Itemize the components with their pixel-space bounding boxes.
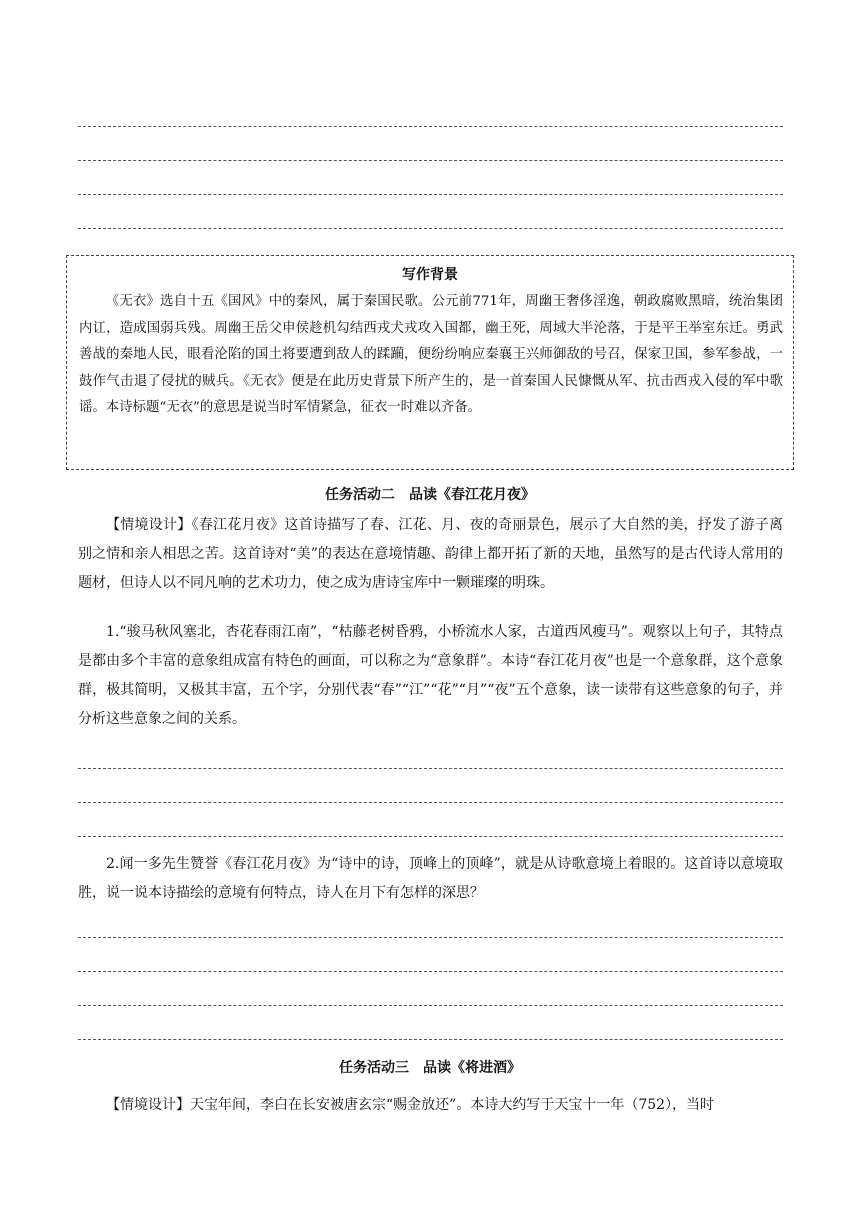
question-one: 1.“骏马秋风塞北，杏花春雨江南”，“枯藤老树昏鸦，小桥流水人家，古道西风瘦马”。观察以上句子，其特点是都由多个丰富的意象组成富有特色的画面，可以称之为“意象群”。本诗“春江花月夜”也是一个意象群，这个意象群，极其简明，又极其丰富，五个字，分别代表“春”“江”“花”“月”“夜”五个意象，读一读带有这些意象的句子，并分析这些意象之间的关系。	[78, 624, 783, 727]
answer-line	[78, 768, 783, 769]
writing-background-box	[66, 255, 794, 470]
answer-line	[78, 160, 783, 161]
answer-line	[78, 228, 783, 229]
answer-line	[78, 1039, 783, 1040]
question-two: 2.闻一多先生赞誉《春江花月夜》为“诗中的诗，顶峰上的顶峰”，就是从诗歌意境上着眼的。这首诗以意境取胜，说一说本诗描绘的意境有何特点，诗人在月下有怎样的深思？	[78, 856, 783, 901]
activity-three-situation	[78, 1091, 783, 1120]
activity-two-situation	[78, 511, 783, 598]
situation-tag: 【情境设计】	[106, 1097, 190, 1113]
situation-tag: 【情境设计】	[106, 517, 192, 533]
answer-line	[78, 937, 783, 938]
answer-line	[78, 194, 783, 195]
writing-background-text: 《无衣》选自十五《国风》中的秦风，属于秦国民歌。公元前771年，周幽王奢侈淫逸，朝政腐败黑暗，统治集团内讧，造成国弱兵残。周幽王岳父申侯趁机勾结西戎犬戎攻入国都，幽王死，周域大半沦落，于是平王举室东迁。勇武善战的秦地人民，眼看沦陷的国土将要遭到敌人的蹂躏，便纷纷响应秦襄王兴师御敌的号召，保家卫国，参军参战，一鼓作气击退了侵扰的贼兵。《无衣》便是在此历史背景下所产生的，是一首秦国人民慷慨从军、抗击西戎入侵的军中歌谣。本诗标题“无衣”的意思是说当时军情紧急，征衣一时难以齐备。	[79, 294, 783, 415]
activity-three-heading: 任务活动三 品读《将进酒》	[339, 1060, 521, 1076]
answer-line	[78, 802, 783, 803]
answer-line	[78, 971, 783, 972]
activity-two-heading: 任务活动二 品读《春江花月夜》	[325, 487, 535, 503]
answer-line	[78, 1005, 783, 1006]
situation-text: 天宝年间，李白在长安被唐玄宗“赐金放还”。本诗大约写于天宝十一年（752），当时	[190, 1097, 715, 1113]
situation-text: 《春江花月夜》这首诗描写了春、江花、月、夜的奇丽景色，展示了大自然的美，抒发了游子离别之情和亲人相思之苦。这首诗对“美”的表达在意境情趣、韵律上都开拓了新的天地，虽然写的是古代诗人常用的题材，但诗人以不同凡响的艺术功力，使之成为唐诗宝库中一颗璀璨的明珠。	[78, 517, 784, 591]
answer-line	[78, 126, 783, 127]
writing-background-title: 写作背景	[402, 267, 458, 283]
answer-line	[78, 836, 783, 837]
